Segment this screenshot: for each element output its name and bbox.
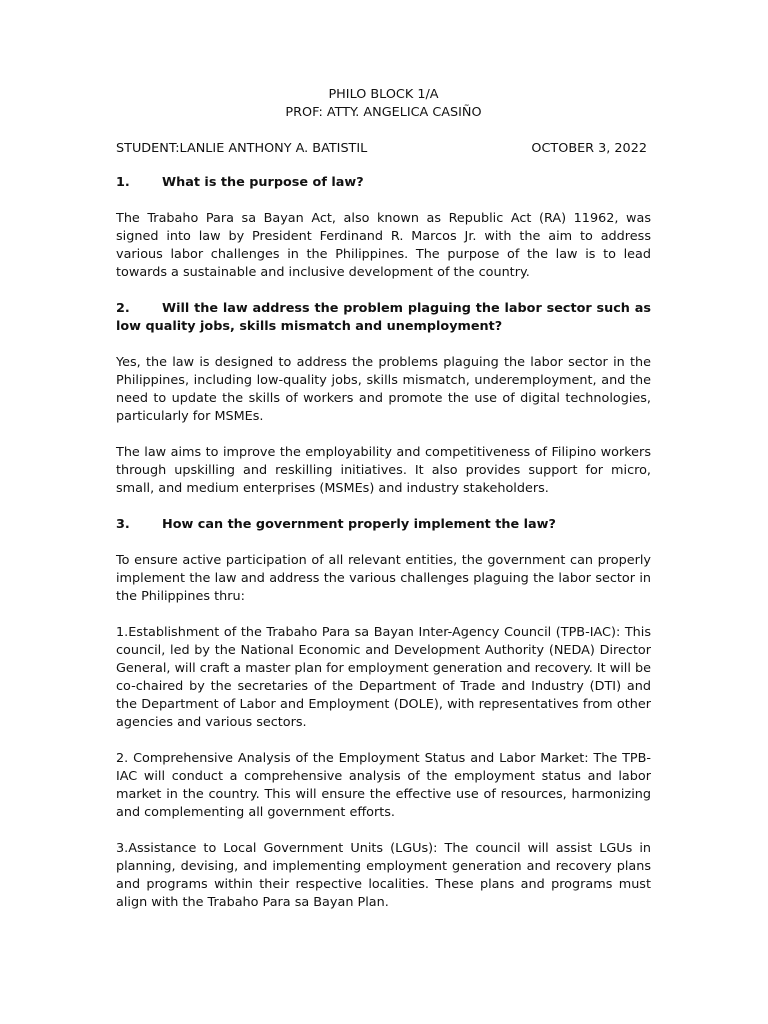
question-1-text: What is the purpose of law?: [162, 175, 364, 190]
document-page: [116, 86, 651, 912]
answer-1-paragraph: The Trabaho Para sa Bayan Act, also known as Republic Act (RA) 11962, was signed into law by President Ferdinand R. Marcos Jr. with the aim to address various labor challenges in the Philippines. The purpose of the law is to lead towards a sustainable and inclusive development of the country.: [116, 211, 651, 280]
question-3-text: How can the government properly implement the law?: [162, 517, 556, 532]
student-name: STUDENT:LANLIE ANTHONY A. BATISTIL: [116, 141, 368, 156]
answer-3-intro: To ensure active participation of all relevant entities, the government can properly implement the law and address the various challenges plaguing the labor sector in the Philippines thru:: [116, 553, 651, 604]
answer-3-item-3: 3.Assistance to Local Government Units (LGUs): The council will assist LGUs in planning, devising, and implementing employment generation and recovery plans and programs within their respective localities. These plans and programs must align with the Trabaho Para sa Bayan Plan.: [116, 841, 651, 910]
student-date-row: [116, 140, 651, 158]
professor-heading: PROF: ATTY. ANGELICA CASIÑO: [285, 105, 482, 120]
question-2-text: Will the law address the problem plaguing the labor sector such as low quality jobs, skills mismatch and unemployment?: [116, 301, 651, 334]
question-2: [116, 300, 651, 336]
answer-3-item-2: 2. Comprehensive Analysis of the Employment Status and Labor Market: The TPB-IAC will conduct a comprehensive analysis of the employment status and labor market in the country. This will ensure the effective use of resources, harmonizing and complementing all government efforts.: [116, 751, 651, 820]
question-1: [116, 174, 651, 192]
question-2-number: 2.: [116, 301, 130, 316]
answer-3-item-1: 1.Establishment of the Trabaho Para sa Bayan Inter-Agency Council (TPB-IAC): This council, led by the National Economic and Development Authority (NEDA) Director General, will craft a master plan for employment generation and recovery. It will be co-chaired by the secretaries of the Department of Trade and Industry (DTI) and the Department of Labor and Employment (DOLE), with representatives from other agencies and various sectors.: [116, 625, 651, 730]
document-date: OCTOBER 3, 2022: [531, 141, 647, 156]
question-3-number: 3.: [116, 517, 130, 532]
question-3: [116, 516, 651, 534]
answer-2-paragraph-1: Yes, the law is designed to address the problems plaguing the labor sector in the Philippines, including low-quality jobs, skills mismatch, underemployment, and the need to update the skills of workers and promote the use of digital technologies, particularly for MSMEs.: [116, 355, 651, 424]
answer-2-paragraph-2: The law aims to improve the employability and competitiveness of Filipino workers through upskilling and reskilling initiatives. It also provides support for micro, small, and medium enterprises (MSMEs) and industry stakeholders.: [116, 445, 651, 496]
question-1-number: 1.: [116, 175, 130, 190]
course-heading: PHILO BLOCK 1/A: [328, 87, 439, 102]
